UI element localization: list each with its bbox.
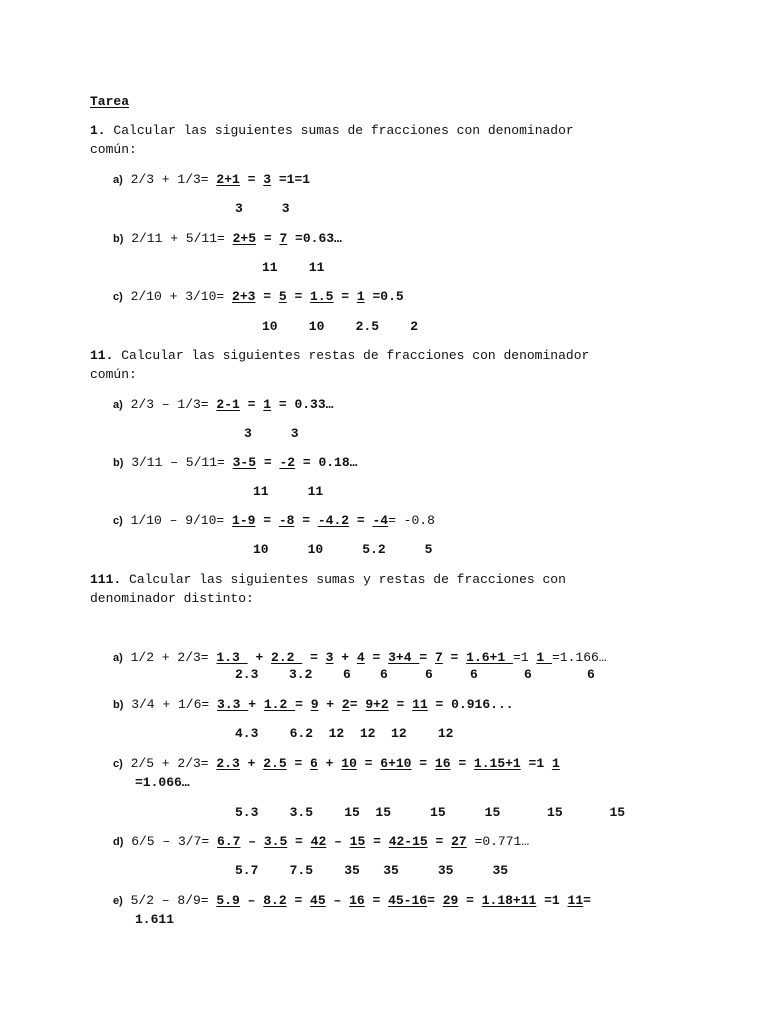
expr: = bbox=[356, 756, 381, 771]
expr: = bbox=[255, 513, 279, 528]
expr: 5/2 – 8/9= bbox=[130, 893, 217, 908]
exercise-1c bbox=[113, 289, 404, 305]
question-1 bbox=[90, 123, 574, 139]
exercise-2b bbox=[113, 455, 357, 471]
numerator: 1.6+1 bbox=[466, 650, 513, 665]
expr: 2/5 + 2/3= bbox=[130, 756, 217, 771]
expr: 3/4 + 1/6= bbox=[131, 697, 218, 712]
numerator: 3.5 bbox=[263, 834, 288, 849]
expr: 2/10 + 3/10= bbox=[130, 289, 233, 304]
expr: 3/11 – 5/11= bbox=[131, 455, 233, 470]
numerator: 1.3 bbox=[216, 650, 248, 665]
item-label: a) bbox=[113, 399, 123, 411]
exercise-1b bbox=[113, 231, 342, 247]
numerator: 3.3 bbox=[217, 697, 249, 712]
expr: = bbox=[294, 513, 318, 528]
denominators: 10 10 2.5 2 bbox=[262, 319, 419, 334]
question-text-cont: común: bbox=[90, 367, 137, 382]
expr: =1 bbox=[520, 756, 552, 771]
numerator: 1 bbox=[356, 289, 365, 304]
expr: = bbox=[442, 650, 467, 665]
item-label: a) bbox=[113, 652, 123, 664]
expr: = bbox=[302, 650, 326, 665]
numerator: 15 bbox=[349, 834, 366, 849]
numerator: 8.2 bbox=[263, 893, 287, 908]
numerator: 11 bbox=[567, 893, 584, 908]
item-label: c) bbox=[113, 758, 123, 770]
item-label: c) bbox=[113, 291, 123, 303]
expr: 2/3 – 1/3= bbox=[130, 397, 217, 412]
expr: = bbox=[286, 893, 311, 908]
expr: = bbox=[256, 231, 280, 246]
expr: = bbox=[287, 834, 311, 849]
item-label: a) bbox=[113, 174, 123, 186]
denominator: 6 bbox=[587, 667, 595, 682]
expr: =0.5 bbox=[364, 289, 404, 304]
expr: = -0.8 bbox=[388, 513, 435, 528]
expr: = bbox=[349, 513, 373, 528]
expr: + bbox=[248, 697, 264, 712]
expr: = bbox=[365, 834, 389, 849]
denominators: 11 11 bbox=[262, 260, 325, 275]
numerator: 2+5 bbox=[232, 231, 257, 246]
expr: + bbox=[239, 756, 264, 771]
numerator: 16 bbox=[349, 893, 365, 908]
expr: =1 bbox=[536, 893, 568, 908]
expr: = bbox=[349, 697, 366, 712]
expr: =1 bbox=[512, 650, 537, 665]
item-label: b) bbox=[113, 457, 124, 469]
expr: =1.166… bbox=[551, 650, 607, 665]
expr: = bbox=[450, 756, 474, 771]
expr: = bbox=[295, 697, 311, 712]
numerator: 3 bbox=[263, 172, 272, 187]
denominators: 10 10 5.2 5 bbox=[253, 542, 433, 557]
numerator: 1.5 bbox=[310, 289, 334, 304]
expr: 1/2 + 2/3= bbox=[130, 650, 217, 665]
numerator: 2.5 bbox=[263, 756, 287, 771]
numerator: 45 bbox=[310, 893, 326, 908]
numerator: 45-16 bbox=[388, 893, 428, 908]
numerator: 42-15 bbox=[388, 834, 428, 849]
expr: = 0.18… bbox=[295, 455, 358, 470]
question-text-cont: denominador distinto: bbox=[90, 591, 254, 606]
expr: = bbox=[364, 650, 389, 665]
numerator: 1.18+11 bbox=[481, 893, 537, 908]
numerator: 2 bbox=[341, 697, 350, 712]
numerator: 1 bbox=[263, 397, 272, 412]
expr: = 0.33… bbox=[271, 397, 334, 412]
numerator: 27 bbox=[451, 834, 467, 849]
expr: – bbox=[325, 893, 350, 908]
denominators: 4.3 6.2 12 12 12 12 bbox=[235, 726, 454, 741]
numerator: -8 bbox=[278, 513, 295, 528]
denominator: 2.3 bbox=[235, 667, 259, 682]
item-label: c) bbox=[113, 515, 123, 527]
numerator: 6+10 bbox=[380, 756, 412, 771]
denominators: 5.3 3.5 15 15 15 15 15 15 bbox=[235, 805, 626, 820]
exercise-1a bbox=[113, 172, 310, 188]
question-number: 11. bbox=[90, 348, 114, 363]
expr: = bbox=[419, 650, 435, 665]
expr: =0.771… bbox=[466, 834, 530, 849]
numerator: 7 bbox=[434, 650, 443, 665]
expr: = bbox=[427, 893, 443, 908]
question-text-cont: común: bbox=[90, 142, 137, 157]
denominators: 5.7 7.5 35 35 35 35 bbox=[235, 863, 509, 878]
result-continuation: 1.611 bbox=[135, 912, 175, 927]
item-label: b) bbox=[113, 699, 124, 711]
denominators: 3 3 bbox=[244, 426, 299, 441]
exercise-3b bbox=[113, 697, 514, 713]
denominator: 6 bbox=[524, 667, 532, 682]
expr: + bbox=[318, 697, 342, 712]
expr: + bbox=[317, 756, 342, 771]
page-title: Tarea bbox=[90, 94, 130, 109]
numerator: -4 bbox=[372, 513, 389, 528]
expr: 2/3 + 1/3= bbox=[130, 172, 217, 187]
exercise-3d bbox=[113, 834, 529, 850]
expr: = bbox=[239, 397, 264, 412]
numerator: 29 bbox=[442, 893, 459, 908]
numerator: 2.2 bbox=[271, 650, 303, 665]
denominators: 11 11 bbox=[253, 484, 324, 499]
exercise-3a bbox=[113, 650, 607, 666]
expr: =1=1 bbox=[271, 172, 311, 187]
numerator: 1-9 bbox=[232, 513, 256, 528]
question-3 bbox=[90, 572, 566, 588]
expr: = bbox=[239, 172, 264, 187]
numerator: 6.7 bbox=[217, 834, 241, 849]
numerator: 4 bbox=[356, 650, 365, 665]
expr: 2/11 + 5/11= bbox=[131, 231, 233, 246]
numerator: 42 bbox=[310, 834, 327, 849]
expr: = bbox=[333, 289, 357, 304]
numerator: -4.2 bbox=[317, 513, 350, 528]
numerator: 2+3 bbox=[232, 289, 256, 304]
expr: =0.63… bbox=[287, 231, 342, 246]
question-text: Calcular las siguientes sumas de fracciones con denominador bbox=[113, 123, 574, 138]
expr: = bbox=[255, 289, 279, 304]
numerator: 11 bbox=[412, 697, 428, 712]
numerator: 3 bbox=[325, 650, 334, 665]
numerator: 1.15+1 bbox=[473, 756, 521, 771]
denominator: 6 bbox=[380, 667, 388, 682]
numerator: 10 bbox=[341, 756, 357, 771]
expr: + bbox=[247, 650, 272, 665]
question-text: Calcular las siguientes restas de fracciones con denominador bbox=[121, 348, 590, 363]
expr: = 0.916... bbox=[427, 697, 514, 712]
numerator: 1 bbox=[551, 756, 560, 771]
denominator: 6 bbox=[425, 667, 433, 682]
numerator: 7 bbox=[279, 231, 288, 246]
expr: = bbox=[364, 893, 389, 908]
item-label: b) bbox=[113, 233, 124, 245]
question-2 bbox=[90, 348, 589, 364]
denominator: 6 bbox=[343, 667, 351, 682]
question-number: 1. bbox=[90, 123, 106, 138]
expr: = bbox=[458, 893, 482, 908]
expr: = bbox=[583, 893, 591, 908]
numerator: 2.3 bbox=[216, 756, 240, 771]
item-label: d) bbox=[113, 836, 124, 848]
expr: = bbox=[388, 697, 413, 712]
numerator: 6 bbox=[310, 756, 318, 771]
expr: = bbox=[256, 455, 280, 470]
expr: = bbox=[286, 289, 311, 304]
question-number: 111. bbox=[90, 572, 122, 587]
numerator: 3-5 bbox=[232, 455, 257, 470]
exercise-2c bbox=[113, 513, 435, 529]
expr: + bbox=[333, 650, 357, 665]
result-continuation: =1.066… bbox=[135, 775, 190, 790]
expr: – bbox=[240, 834, 264, 849]
expr: = bbox=[286, 756, 311, 771]
denominators: 3 3 bbox=[235, 201, 290, 216]
expr: 6/5 – 3/7= bbox=[131, 834, 218, 849]
numerator: 5.9 bbox=[216, 893, 240, 908]
expr: = bbox=[427, 834, 452, 849]
numerator: 2-1 bbox=[216, 397, 240, 412]
exercise-3c bbox=[113, 756, 560, 772]
numerator: 1.2 bbox=[263, 697, 296, 712]
expr: – bbox=[326, 834, 350, 849]
expr: 1/10 – 9/10= bbox=[130, 513, 233, 528]
numerator: 16 bbox=[434, 756, 451, 771]
numerator: 9 bbox=[310, 697, 319, 712]
item-label: e) bbox=[113, 895, 123, 907]
numerator: 9+2 bbox=[365, 697, 389, 712]
question-text: Calcular las siguientes sumas y restas de fracciones con bbox=[129, 572, 566, 587]
numerator: 2+1 bbox=[216, 172, 240, 187]
numerator: 5 bbox=[278, 289, 287, 304]
denominator: 6 bbox=[470, 667, 478, 682]
expr: – bbox=[239, 893, 264, 908]
numerator: -2 bbox=[279, 455, 296, 470]
exercise-2a bbox=[113, 397, 333, 413]
denominator: 3.2 bbox=[289, 667, 313, 682]
numerator: 3+4 bbox=[388, 650, 420, 665]
numerator: 1 bbox=[536, 650, 552, 665]
exercise-3e bbox=[113, 893, 591, 909]
expr: = bbox=[411, 756, 435, 771]
